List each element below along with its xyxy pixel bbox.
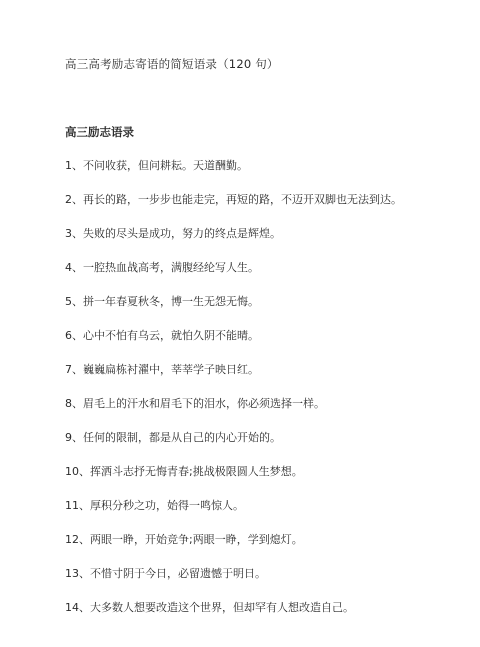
list-item bbox=[65, 158, 402, 192]
quote-text: 挥洒斗志抒无悔青春;挑战极限圆人生梦想。 bbox=[90, 465, 303, 478]
quote-text: 失败的尽头是成功，努力的终点是辉煌。 bbox=[83, 227, 281, 240]
list-item bbox=[65, 260, 402, 294]
list-item bbox=[65, 600, 402, 634]
quote-text: 巍巍扁栋衬濯中，莘莘学子映日红。 bbox=[83, 363, 259, 376]
list-item bbox=[65, 396, 402, 430]
quote-number: 3、 bbox=[65, 227, 83, 240]
quote-number: 8、 bbox=[65, 397, 83, 410]
list-item bbox=[65, 532, 402, 566]
quote-number: 13、 bbox=[65, 567, 90, 580]
quote-number: 14、 bbox=[65, 601, 90, 614]
quote-text: 任何的限制，都是从自己的内心开始的。 bbox=[83, 431, 281, 444]
quote-number: 10、 bbox=[65, 465, 90, 478]
quote-text: 厚积分秒之功，始得一鸣惊人。 bbox=[90, 499, 244, 512]
quote-number: 12、 bbox=[65, 533, 90, 546]
list-item bbox=[65, 362, 402, 396]
quote-text: 不问收获，但问耕耘。天道酬勤。 bbox=[83, 159, 248, 172]
quote-text: 不惜寸阴于今日，必留遗憾于明日。 bbox=[90, 567, 266, 580]
quote-number: 6、 bbox=[65, 329, 83, 342]
quote-number: 2、 bbox=[65, 193, 83, 206]
quote-list bbox=[65, 158, 402, 634]
quote-text: 再长的路，一步步也能走完，再短的路，不迈开双脚也无法到达。 bbox=[83, 193, 402, 206]
quote-text: 眉毛上的汗水和眉毛下的泪水，你必须选择一样。 bbox=[83, 397, 325, 410]
quote-number: 5、 bbox=[65, 295, 83, 308]
quote-text: 心中不怕有乌云，就怕久阴不能晴。 bbox=[83, 329, 259, 342]
quote-number: 11、 bbox=[65, 499, 90, 512]
quote-number: 9、 bbox=[65, 431, 83, 444]
quote-text: 一腔热血战高考，满腹经纶写人生。 bbox=[83, 261, 259, 274]
quote-text: 大多数人想要改造这个世界，但却罕有人想改造自己。 bbox=[90, 601, 354, 614]
list-item bbox=[65, 464, 402, 498]
list-item bbox=[65, 566, 402, 600]
quote-text: 拼一年春夏秋冬，博一生无怨无悔。 bbox=[83, 295, 259, 308]
list-item bbox=[65, 294, 402, 328]
quote-number: 1、 bbox=[65, 159, 83, 172]
quote-text: 两眼一睁，开始竞争;两眼一睁，学到熄灯。 bbox=[90, 533, 303, 546]
quote-number: 7、 bbox=[65, 363, 83, 376]
list-item bbox=[65, 498, 402, 532]
list-item bbox=[65, 192, 402, 226]
section-heading: 高三励志语录 bbox=[65, 125, 134, 139]
list-item bbox=[65, 226, 402, 260]
document-title: 高三高考励志寄语的简短语录（120 句） bbox=[65, 57, 279, 71]
quote-number: 4、 bbox=[65, 261, 83, 274]
list-item bbox=[65, 430, 402, 464]
list-item bbox=[65, 328, 402, 362]
